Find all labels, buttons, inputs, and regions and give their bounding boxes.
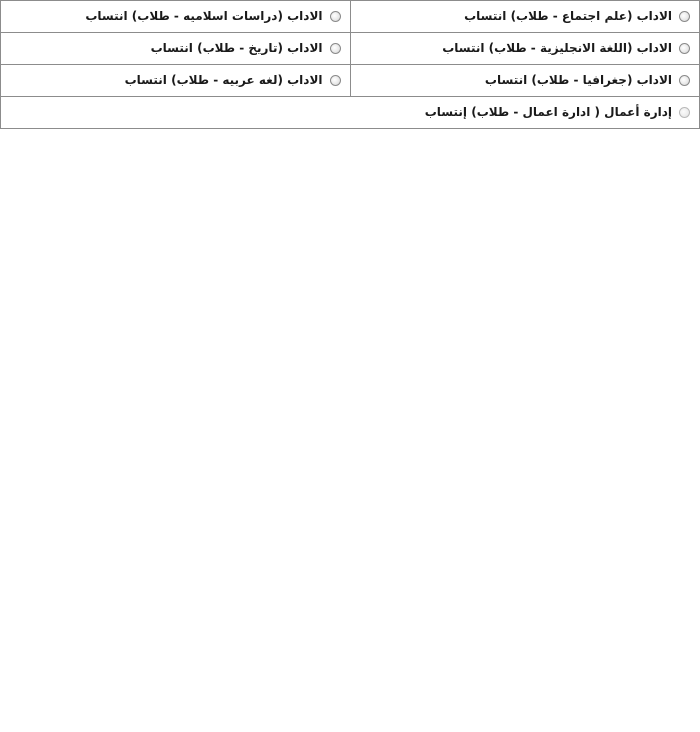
option-label: الاداب (علم اجتماع - طلاب) انتساب [464,9,672,23]
radio-button-icon[interactable] [330,43,341,54]
option-label: الاداب (اللغة الانجليزية - طلاب) انتساب [442,41,672,55]
program-options-table [0,0,700,129]
option-arabic[interactable] [1,65,350,96]
radio-button-icon[interactable] [330,75,341,86]
option-cell [1,97,700,129]
option-business-administration[interactable] [1,97,699,128]
option-history[interactable] [1,33,350,64]
radio-button-icon[interactable] [330,11,341,22]
radio-button-icon[interactable] [679,107,690,118]
table-row [1,1,700,33]
table-row [1,33,700,65]
option-label: الاداب (لغه عربيه - طلاب) انتساب [124,73,323,87]
table-row [1,97,700,129]
option-cell [350,65,700,97]
radio-button-icon[interactable] [679,43,690,54]
option-label: إدارة أعمال ( ادارة اعمال - طلاب) إنتساب [424,105,672,119]
radio-button-icon[interactable] [679,75,690,86]
option-label: الاداب (جغرافيا - طلاب) انتساب [484,73,672,87]
option-label: الاداب (تاريخ - طلاب) انتساب [150,41,323,55]
option-cell [1,1,351,33]
option-english[interactable] [351,33,700,64]
option-cell [1,65,351,97]
option-geography[interactable] [351,65,700,96]
option-cell [1,33,351,65]
option-sociology[interactable] [351,1,700,32]
option-cell [350,33,700,65]
option-cell [350,1,700,33]
radio-button-icon[interactable] [679,11,690,22]
table-row [1,65,700,97]
option-label: الاداب (دراسات اسلاميه - طلاب) انتساب [85,9,323,23]
option-islamic-studies[interactable] [1,1,350,32]
